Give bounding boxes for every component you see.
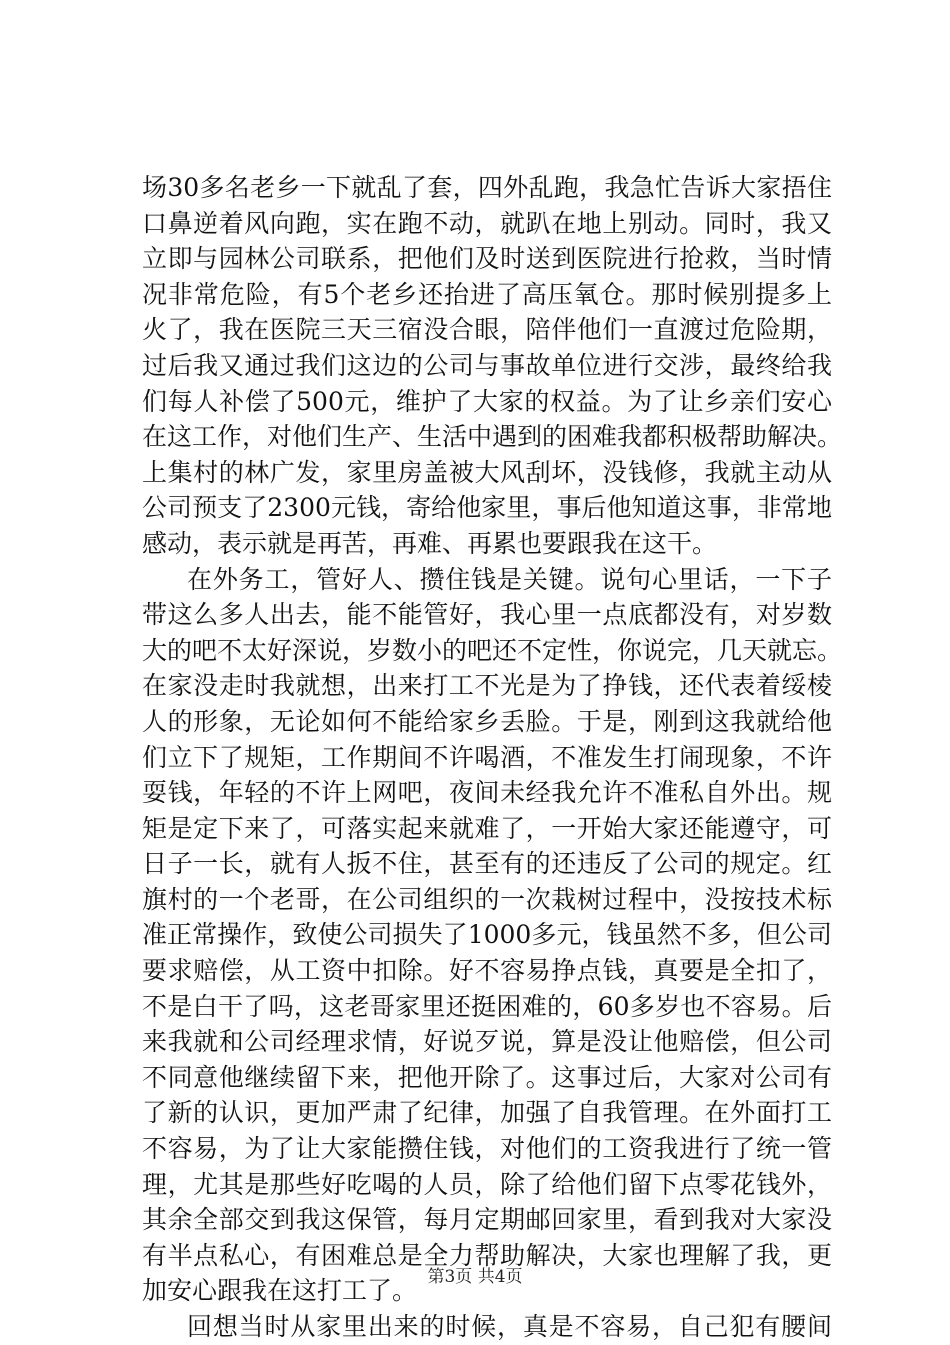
text-line: 旗村的一个老哥，在公司组织的一次栽树过程中，没按技术标 bbox=[142, 884, 832, 914]
text-line: 准正常操作，致使公司损失了1000多元，钱虽然不多，但公司 bbox=[142, 920, 832, 950]
text-line: 在家没走时我就想，出来打工不光是为了挣钱，还代表着绥棱 bbox=[142, 671, 832, 701]
text-line: 日子一长，就有人扳不住，甚至有的还违反了公司的规定。红 bbox=[142, 849, 832, 879]
text-line: 不同意他继续留下来，把他开除了。这事过后，大家对公司有 bbox=[142, 1062, 832, 1092]
body-text bbox=[142, 170, 843, 1345]
text-line: 立即与园林公司联系，把他们及时送到医院进行抢救，当时情 bbox=[142, 244, 832, 274]
text-line: 要求赔偿，从工资中扣除。好不容易挣点钱，真要是全扣了， bbox=[142, 956, 832, 986]
text-line: 回想当时从家里出来的时候，真是不容易，自己犯有腰间 bbox=[187, 1312, 832, 1341]
text-line: 理，尤其是那些好吃喝的人员，除了给他们留下点零花钱外， bbox=[142, 1169, 832, 1199]
text-line: 们立下了规矩，工作期间不许喝酒，不准发生打闹现象，不许 bbox=[142, 742, 832, 772]
text-line: 其余全部交到我这保管，每月定期邮回家里，看到我对大家没 bbox=[142, 1205, 832, 1235]
text-line: 况非常危险，有5个老乡还抬进了高压氧仓。那时候别提多上 bbox=[142, 279, 832, 309]
text-line: 人的形象，无论如何不能给家乡丢脸。于是，刚到这我就给他 bbox=[142, 706, 832, 736]
text-line: 了新的认识，更加严肃了纪律，加强了自我管理。在外面打工 bbox=[142, 1098, 832, 1128]
text-line: 公司预支了2300元钱，寄给他家里，事后他知道这事，非常地 bbox=[142, 493, 832, 523]
text-line: 矩是定下来了，可落实起来就难了，一开始大家还能遵守，可 bbox=[142, 813, 832, 843]
text-line: 不是白干了吗，这老哥家里还挺困难的，60多岁也不容易。后 bbox=[142, 991, 832, 1021]
text-line: 感动，表示就是再苦，再难、再累也要跟我在这干。 bbox=[142, 528, 718, 558]
text-line: 大的吧不太好深说，岁数小的吧还不定性，你说完，几天就忘。 bbox=[142, 635, 843, 665]
text-line: 口鼻逆着风向跑，实在跑不动，就趴在地上别动。同时，我又 bbox=[142, 208, 832, 238]
text-line: 场30多名老乡一下就乱了套，四外乱跑，我急忙告诉大家捂住 bbox=[142, 173, 832, 202]
text-line: 不容易，为了让大家能攒住钱，对他们的工资我进行了统一管 bbox=[142, 1134, 832, 1164]
text-line: 带这么多人出去，能不能管好，我心里一点底都没有，对岁数 bbox=[142, 600, 832, 630]
text-line: 们每人补偿了500元，维护了大家的权益。为了让乡亲们安心 bbox=[142, 386, 832, 416]
text-line: 耍钱，年轻的不许上网吧，夜间未经我允许不准私自外出。规 bbox=[142, 778, 832, 808]
text-line: 有半点私心，有困难总是全力帮助解决，大家也理解了我，更 bbox=[142, 1240, 832, 1270]
text-line: 过后我又通过我们这边的公司与事故单位进行交涉，最终给我 bbox=[142, 350, 832, 380]
text-line: 在这工作，对他们生产、生活中遇到的困难我都积极帮助解决。 bbox=[142, 422, 843, 452]
text-line: 火了，我在医院三天三宿没合眼，陪伴他们一直渡过危险期， bbox=[142, 315, 832, 345]
text-line: 加安心跟我在这打工了。 bbox=[142, 1276, 418, 1306]
page-footer: 第3页 共4页 bbox=[427, 1267, 523, 1287]
text-line: 在外务工，管好人、攒住钱是关键。说句心里话，一下子 bbox=[187, 564, 832, 594]
text-line: 来我就和公司经理求情，好说歹说，算是没让他赔偿，但公司 bbox=[142, 1027, 832, 1057]
text-line: 上集村的林广发，家里房盖被大风刮坏，没钱修，我就主动从 bbox=[142, 457, 832, 487]
